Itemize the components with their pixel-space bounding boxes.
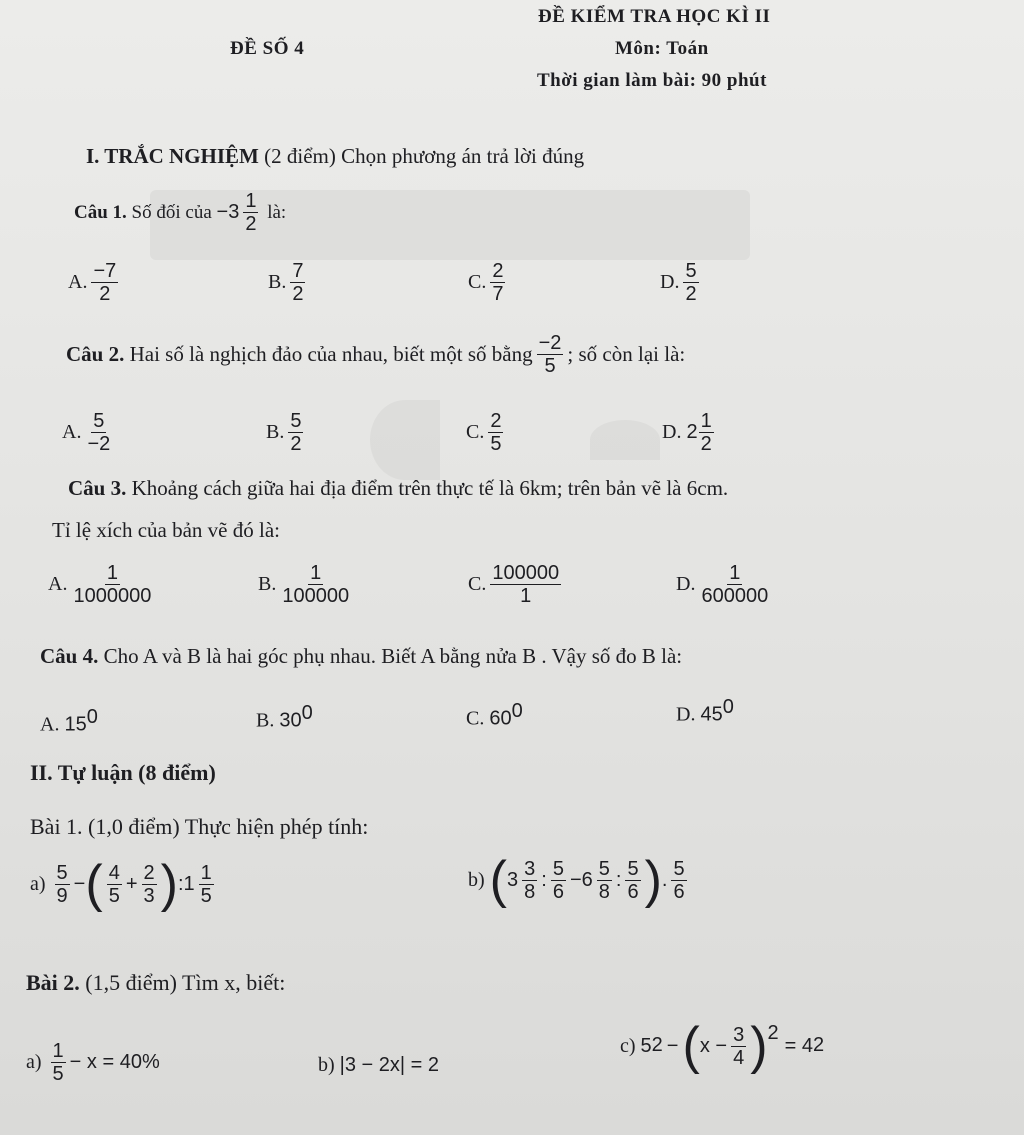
fraction	[731, 1024, 746, 1069]
option-letter: C.	[468, 271, 487, 293]
mixed-whole: 2	[686, 421, 698, 443]
denominator: 5	[200, 884, 212, 907]
numerator: −7	[93, 260, 117, 282]
denominator: 2	[99, 283, 111, 305]
q4-option-d[interactable]	[676, 696, 734, 727]
denominator: 2	[245, 213, 257, 235]
numerator: 3	[733, 1023, 745, 1046]
operator: :	[541, 868, 547, 891]
numerator: 1	[52, 1040, 64, 1062]
numerator: 4	[108, 861, 120, 884]
option-letter: B.	[268, 271, 287, 293]
q3-option-d[interactable]	[676, 562, 774, 607]
numerator: 5	[290, 410, 302, 432]
fraction	[51, 1040, 66, 1085]
option-letter: C.	[468, 573, 487, 595]
degree-mark: 0	[511, 700, 523, 722]
subject: Môn: Toán	[615, 38, 709, 59]
numerator: 5	[627, 857, 639, 880]
q1-text: Số đối của	[131, 201, 212, 223]
watermark-shape	[590, 420, 660, 460]
equation-rest: = 4	[784, 1034, 813, 1057]
degree-mark: 0	[722, 696, 734, 718]
q1-option-a[interactable]	[68, 260, 122, 305]
right-paren: )	[160, 855, 178, 913]
denominator: 5	[544, 355, 556, 377]
denominator: 2	[685, 283, 697, 305]
q4-text: Cho A và B là hai góc phụ nhau. Biết A bằng nửa B . Vậy số đo B là:	[103, 644, 683, 668]
numerator: 7	[292, 260, 304, 282]
part-label: c)	[620, 1034, 636, 1057]
exponent: 2	[813, 1034, 825, 1056]
denominator: 1000000	[73, 585, 152, 607]
q2-option-d[interactable]	[662, 410, 718, 455]
option-fraction	[85, 410, 112, 455]
fraction	[671, 858, 686, 903]
q4-label: Câu 4.	[40, 644, 99, 668]
q1-label: Câu 1.	[74, 201, 127, 223]
numerator: 1	[700, 410, 712, 432]
numerator: 5	[552, 857, 564, 880]
watermark-shape	[370, 400, 440, 480]
option-fraction	[91, 260, 118, 305]
fraction	[107, 862, 122, 907]
numerator: 5	[673, 857, 685, 880]
q2-text: Hai số là nghịch đảo của nhau, biết một số bằng	[129, 342, 533, 366]
option-letter: A.	[40, 713, 60, 736]
option-fraction	[488, 410, 503, 455]
numerator: 1	[310, 562, 322, 584]
operator: .	[661, 868, 668, 891]
bai2-part-a	[26, 1040, 160, 1085]
right-paren: )	[750, 1017, 768, 1075]
q1-fraction	[243, 190, 258, 235]
option-letter: A.	[68, 271, 88, 293]
question-2	[66, 332, 685, 377]
operator: −	[73, 872, 86, 895]
equation-rest: − x = 40%	[69, 1051, 160, 1073]
q3-option-a[interactable]	[48, 562, 157, 607]
mixed-whole: 6	[581, 868, 593, 891]
option-fraction	[288, 410, 303, 455]
denominator: 9	[56, 884, 68, 907]
numerator: 5	[598, 857, 610, 880]
fraction	[142, 862, 157, 907]
part1-heading	[86, 144, 584, 169]
option-letter: A.	[48, 573, 68, 595]
denominator: 2	[290, 433, 302, 455]
question-1	[74, 190, 286, 235]
fraction	[522, 858, 537, 903]
denominator: 8	[598, 880, 610, 903]
numerator: 2	[490, 410, 502, 432]
option-fraction	[699, 562, 770, 607]
numerator: 3	[524, 857, 536, 880]
denominator: 8	[524, 880, 536, 903]
q4-option-a[interactable]	[40, 706, 98, 737]
numerator: 5	[56, 861, 68, 884]
option-letter: C.	[466, 707, 485, 730]
denominator: 2	[292, 283, 304, 305]
option-letter: A.	[62, 421, 82, 443]
option-value: 15	[64, 713, 87, 736]
bai2-title: (1,5 điểm) Tìm x, biết:	[85, 970, 286, 995]
operator: −	[569, 868, 582, 891]
part-label: a)	[26, 1051, 42, 1073]
option-letter: B.	[266, 421, 285, 443]
numerator: 1	[729, 562, 741, 584]
q2-option-c[interactable]	[466, 410, 507, 455]
denominator: 5	[52, 1063, 64, 1085]
denominator: 100000	[282, 585, 350, 607]
numerator: 1	[106, 562, 118, 584]
option-fraction	[280, 562, 351, 607]
q2-option-b[interactable]	[266, 410, 307, 455]
left-paren: (	[682, 1017, 700, 1075]
option-value: 60	[489, 707, 512, 730]
mixed-whole: 1	[183, 872, 195, 895]
denominator: 1	[520, 585, 532, 607]
numerator: 100000	[492, 562, 560, 584]
fraction	[625, 858, 640, 903]
numerator: 1	[245, 190, 257, 212]
denominator: 6	[627, 880, 639, 903]
option-fraction	[683, 260, 698, 305]
numerator: 1	[200, 861, 212, 884]
exponent: 2	[767, 1022, 779, 1044]
operator: +	[125, 872, 138, 895]
q3-text: Khoảng cách giữa hai địa điểm trên thực tế là 6km; trên bản vẽ là 6cm.	[131, 476, 729, 500]
q4-option-c[interactable]	[466, 700, 523, 731]
q1-option-c[interactable]	[468, 260, 509, 305]
operator: :	[177, 872, 184, 895]
part1-subtitle: (2 điểm) Chọn phương án trả lời đúng	[264, 144, 585, 168]
part-label: a)	[30, 872, 46, 895]
bai2-label: Bài 2.	[26, 970, 80, 995]
q1-option-d[interactable]	[660, 260, 703, 305]
exponent: 2	[651, 1034, 663, 1056]
option-letter: D.	[662, 421, 682, 443]
denominator: 2	[700, 433, 712, 455]
exam-title: ĐỀ KIỂM TRA HỌC KÌ II	[538, 6, 771, 27]
denominator: −2	[87, 433, 111, 455]
q2-fraction	[537, 332, 564, 377]
denominator: 6	[673, 880, 685, 903]
numerator: 2	[492, 260, 504, 282]
question-4	[40, 644, 682, 669]
option-value: 45	[700, 703, 723, 726]
fraction	[597, 858, 612, 903]
option-letter: B.	[256, 709, 275, 732]
denominator: 6	[552, 880, 564, 903]
equation: |3 − 2x| = 2	[339, 1054, 440, 1076]
numerator: 2	[143, 861, 155, 884]
variable-term: x −	[699, 1034, 728, 1057]
option-value: 30	[279, 709, 302, 732]
part-label: b)	[318, 1054, 335, 1076]
part-label: b)	[468, 868, 485, 891]
numerator: −2	[538, 332, 562, 354]
option-letter: D.	[676, 573, 696, 595]
q2-label: Câu 2.	[66, 342, 125, 366]
q3-option-c[interactable]	[468, 562, 565, 607]
q3-label: Câu 3.	[68, 476, 127, 500]
option-fraction	[490, 260, 505, 305]
fraction	[199, 862, 214, 907]
denominator: 3	[143, 884, 155, 907]
option-fraction	[290, 260, 305, 305]
q1-text-end: là:	[267, 201, 287, 223]
degree-mark: 0	[301, 702, 313, 724]
operator: −	[666, 1034, 679, 1057]
question-3	[68, 476, 728, 501]
base: 5	[640, 1034, 652, 1057]
option-letter: C.	[466, 421, 485, 443]
numerator: 5	[93, 410, 105, 432]
q3-option-b[interactable]	[258, 562, 355, 607]
left-paren: (	[489, 851, 507, 909]
denominator: 4	[733, 1046, 745, 1069]
option-fraction	[699, 410, 714, 455]
bai2-part-c	[620, 1017, 825, 1075]
q4-option-b[interactable]	[256, 702, 313, 733]
q1-mixed-whole: −3	[216, 201, 240, 223]
degree-mark: 0	[86, 706, 98, 728]
q3-text2: Tỉ lệ xích của bản vẽ đó là:	[52, 518, 280, 542]
option-letter: B.	[258, 573, 277, 595]
bai1-part-a	[30, 855, 218, 913]
q2-text-end: ; số còn lại là:	[567, 342, 686, 366]
bai2-title-row	[26, 970, 285, 996]
operator: :	[615, 868, 622, 891]
denominator: 5	[490, 433, 502, 455]
option-fraction	[71, 562, 153, 607]
bai1-title: Bài 1. (1,0 điểm) Thực hiện phép tính:	[30, 814, 369, 839]
bai2-part-b	[318, 1054, 439, 1077]
part1-title: I. TRẮC NGHIỆM	[86, 144, 259, 168]
right-paren: )	[644, 851, 662, 909]
exam-time: Thời gian làm bài: 90 phút	[537, 70, 767, 91]
denominator: 5	[108, 884, 120, 907]
option-letter: D.	[660, 271, 680, 293]
q2-option-a[interactable]	[62, 410, 116, 455]
bai1-part-b	[468, 851, 691, 909]
fraction	[551, 858, 566, 903]
denominator: 600000	[701, 585, 769, 607]
exam-number: ĐỀ SỐ 4	[230, 38, 305, 59]
left-paren: (	[85, 855, 103, 913]
q1-option-b[interactable]	[268, 260, 309, 305]
option-letter: D.	[676, 703, 696, 726]
option-fraction	[490, 562, 561, 607]
numerator: 5	[685, 260, 697, 282]
denominator: 7	[492, 283, 504, 305]
fraction	[55, 862, 70, 907]
mixed-whole: 3	[507, 868, 519, 891]
part2-title: II. Tự luận (8 điểm)	[30, 760, 216, 785]
